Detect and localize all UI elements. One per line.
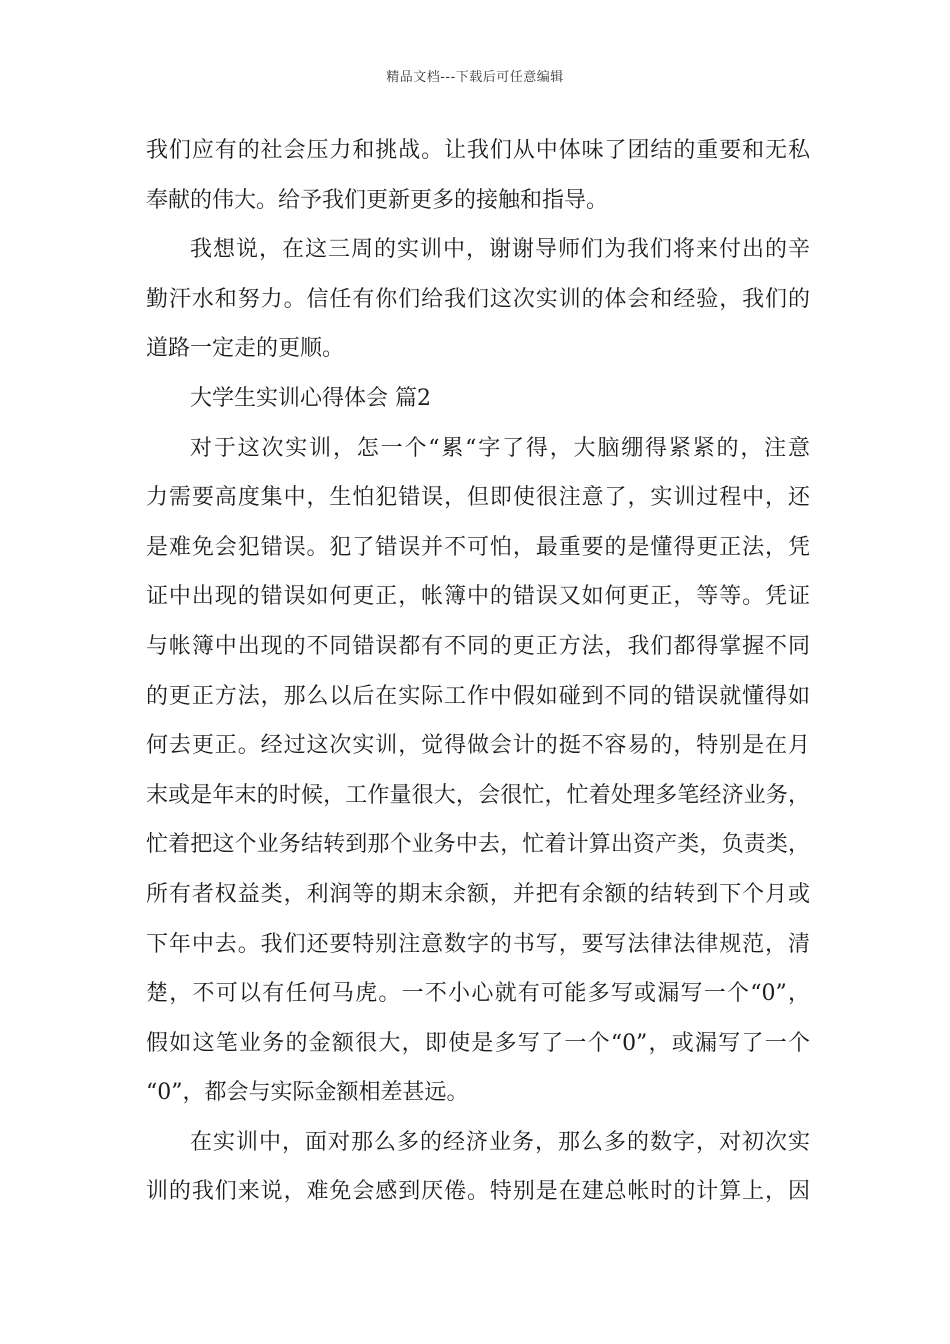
text-line: 所有者权益类，利润等的期末余额，并把有余额的结转到下个月或 [146, 881, 810, 907]
paragraph [146, 126, 810, 225]
text-line: 我们应有的社会压力和挑战。让我们从中体味了团结的重要和无私 [146, 138, 810, 163]
paragraph [146, 225, 810, 374]
paragraph [146, 1118, 810, 1217]
text-line: 楚，不可以有任何马虎。一不小心就有可能多写或漏写一个“0”， [146, 981, 810, 1007]
text-line: 证中出现的错误如何更正，帐簿中的错误又如何更正，等等。凭证 [146, 584, 810, 610]
text-line: 与帐簿中出现的不同错误都有不同的更正方法，我们都得掌握不同 [146, 633, 810, 659]
text-line: 何去更正。经过这次实训，觉得做会计的挺不容易的，特别是在月 [146, 733, 810, 759]
text-line: 是难免会犯错误。犯了错误并不可怕，最重要的是懂得更正法，凭 [146, 534, 810, 560]
text-line: 力需要高度集中，生怕犯错误，但即使很注意了，实训过程中，还 [146, 485, 810, 511]
text-line: 我想说，在这三周的实训中，谢谢导师们为我们将来付出的辛 [190, 237, 810, 263]
heading-text: 大学生实训心得体会 篇2 [190, 385, 431, 411]
paragraph [146, 424, 810, 1118]
text-line: 道路一定走的更顺。 [146, 336, 345, 362]
text-line: “0”，都会与实际金额相差甚远。 [146, 1080, 469, 1106]
text-line: 在实训中，面对那么多的经济业务，那么多的数字，对初次实 [190, 1129, 810, 1155]
text-line: 的更正方法，那么以后在实际工作中假如碰到不同的错误就懂得如 [146, 683, 810, 709]
text-line: 勤汗水和努力。信任有你们给我们这次实训的体会和经验，我们的 [146, 286, 810, 312]
document-body [146, 126, 810, 1217]
text-line: 末或是年末的时候，工作量很大，会很忙，忙着处理多笔经济业务， [146, 782, 810, 808]
section-heading [146, 374, 810, 424]
text-line: 假如这笔业务的金额很大，即使是多写了一个“0”，或漏写了一个 [146, 1030, 810, 1056]
text-line: 对于这次实训，怎一个“累“字了得，大脑绷得紧紧的，注意 [190, 435, 810, 461]
text-line: 奉献的伟大。给予我们更新更多的接触和指导。 [146, 187, 609, 213]
text-line: 下年中去。我们还要特别注意数字的书写，要写法律法律规范，清 [146, 931, 810, 957]
text-line: 忙着把这个业务结转到那个业务中去，忙着计算出资产类，负责类， [146, 832, 810, 858]
text-line: 训的我们来说，难免会感到厌倦。特别是在建总帐时的计算上，因 [146, 1179, 810, 1205]
page-header: 精品文档---下载后可任意编辑 [386, 70, 564, 85]
